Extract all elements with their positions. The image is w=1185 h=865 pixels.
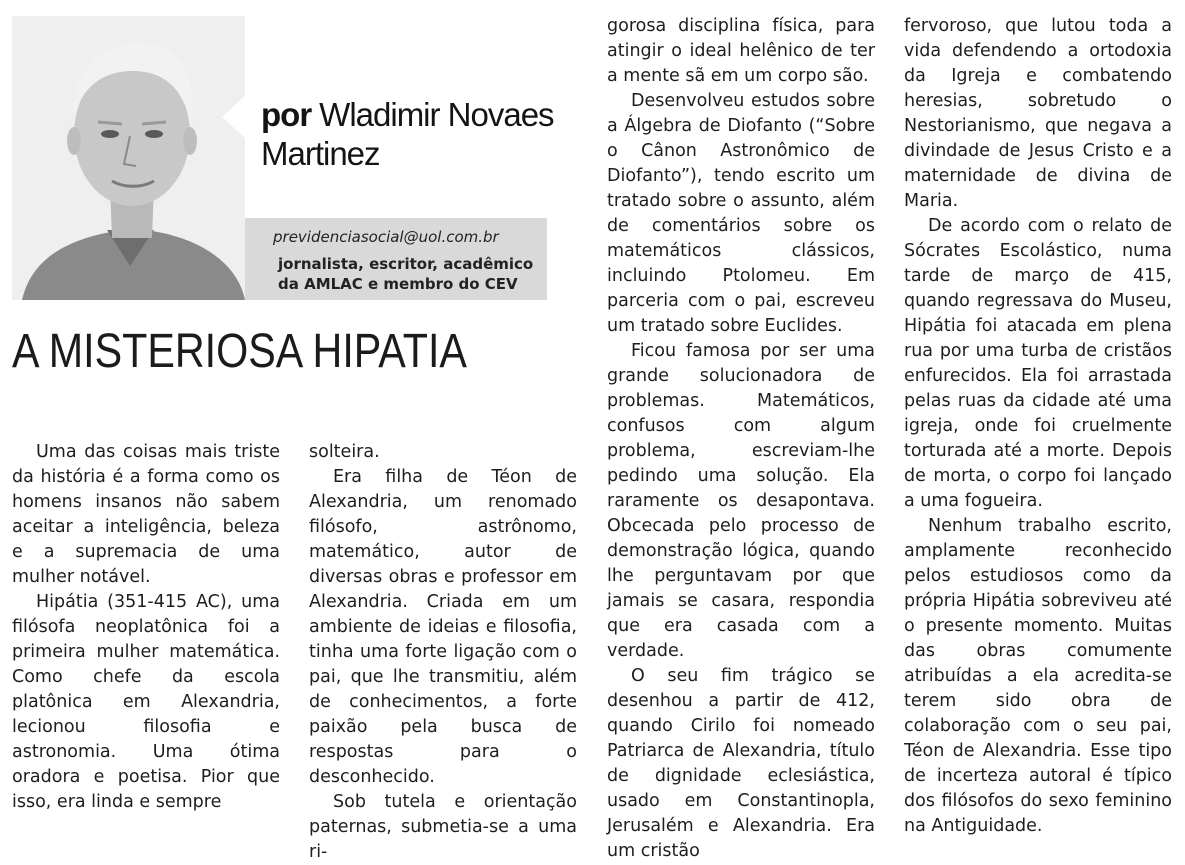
paragraph: Ficou famosa por ser uma grande solucionadora de problemas. Matemáticos, confusos com algum problema, escreviam-lhe pedindo uma solução. Ela raramente os desapontava. Obcecada pelo processo de demonstração lógica, quando lhe perguntavam por que jamais se casara, respondia que era casada com a verdade.	[607, 341, 875, 661]
paragraph: Desenvolveu estudos sobre a Álgebra de Diofanto (“Sobre o Cânon Astronômico de Diofanto”), tendo escrito um tratado sobre o assunto, além de comentários sobre os matemáticos clássicos, incluindo Ptolomeu. Em parceria com o pai, escreveu um tratado sobre Euclides.	[607, 91, 875, 336]
paragraph: Hipátia (351-415 AC), uma filósofa neoplatônica foi a primeira mulher matemática. Como chefe da escola platônica em Alexandria, lecionou filosofia e astronomia. Uma ótima oradora e poetisa. Pior que isso, era linda e sempre	[12, 592, 280, 812]
author-photo	[12, 16, 245, 300]
author-name: Wladimir Novaes Martinez	[261, 96, 554, 172]
text-column-3	[607, 14, 875, 861]
paragraph: gorosa disciplina física, para atingir o ideal helênico de ter a mente sã em um corpo são.	[607, 16, 875, 86]
photo-notch	[222, 95, 246, 139]
byline-prefix: por	[261, 96, 312, 133]
author-byline	[261, 96, 581, 174]
paragraph: Era filha de Téon de Alexandria, um renomado filósofo, astrônomo, matemático, autor de diversas obras e professor em Alexandria. Criada em um ambiente de ideias e filosofia, tinha uma forte ligação com o pai, que lhe transmitiu, além de conhecimentos, a forte paixão pela busca de respostas para o desconhecido.	[309, 467, 577, 787]
article-headline: A MISTERIOSA HIPATIA	[12, 325, 467, 378]
paragraph: Uma das coisas mais triste da história é a forma como os homens insanos não sabem aceitar a inteligência, beleza e a supremacia de uma mulher notável.	[12, 442, 280, 587]
author-contact-box	[245, 218, 547, 300]
paragraph: Sob tutela e orientação paternas, submetia-se a uma ri-	[309, 792, 577, 862]
text-column-4	[904, 14, 1172, 836]
paragraph: solteira.	[309, 442, 380, 462]
paragraph: O seu fim trágico se desenhou a partir de 412, quando Cirilo foi nomeado Patriarca de Alexandria, título de dignidade eclesiástica, usado em Constantinopla, Jerusalém e Alexandria. Era um cristão	[607, 666, 875, 861]
text-column-1	[12, 440, 280, 812]
paragraph: Nenhum trabalho escrito, amplamente reconhecido pelos estudiosos como da própria Hipátia sobreviveu até o presente momento. Muitas das obras comumente atribuídas a ela acredita-se terem sido obra de colaboração com o seu pai, Téon de Alexandria. Esse tipo de incerteza autoral é típico dos filósofos do sexo feminino na Antiguidade.	[904, 516, 1172, 836]
text-column-2	[309, 440, 577, 862]
author-role: jornalista, escritor, acadêmico da AMLAC e membro do CEV	[278, 255, 534, 293]
paragraph: De acordo com o relato de Sócrates Escolástico, numa tarde de março de 415, quando regressava do Museu, Hipátia foi atacada em plena rua por uma turba de cristãos enfurecidos. Ela foi arrastada pelas ruas da cidade até uma igreja, onde foi cruelmente torturada até a morte. Depois de morta, o corpo foi lançado a uma fogueira.	[904, 216, 1172, 511]
paragraph: fervoroso, que lutou toda a vida defendendo a ortodoxia da Igreja e combatendo heresias, sobretudo o Nestorianismo, que negava a divindade de Jesus Cristo e a maternidade de divina de Maria.	[904, 16, 1172, 211]
author-email[interactable]: previdenciasocial@uol.com.br	[273, 228, 499, 246]
